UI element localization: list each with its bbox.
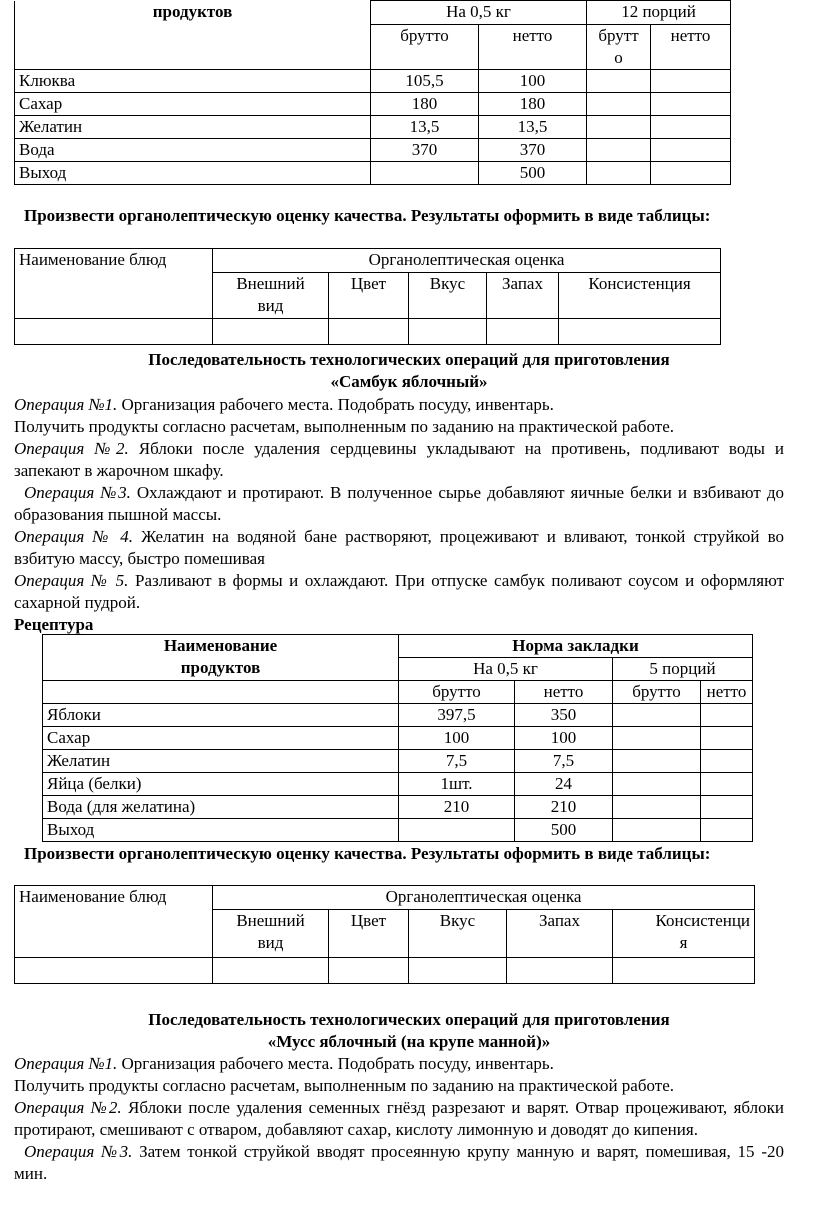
eval-cell <box>329 958 409 984</box>
row-brutto: 370 <box>371 139 479 162</box>
table-header-netto: нетто <box>479 25 587 70</box>
row-name: Желатин <box>15 116 371 139</box>
row-netto: 100 <box>479 70 587 93</box>
row-brutto: 100 <box>399 727 515 750</box>
brutto-line1: брутт <box>598 26 639 45</box>
section-title-mousse <box>14 1009 804 1053</box>
table-header-portions: 12 порций <box>587 1 731 25</box>
section-title-line2: «Мусс яблочный (на крупе манной)» <box>267 1032 551 1051</box>
eval-cell <box>559 319 721 345</box>
table-header-products: продуктов <box>15 1 371 70</box>
table-row <box>43 727 753 750</box>
table-header-norm: Норма закладки <box>399 635 753 658</box>
table-row <box>43 773 753 796</box>
row-empty <box>651 139 731 162</box>
table-header-brutto: брутто <box>371 25 479 70</box>
recipe-table-cranberry <box>14 0 731 185</box>
row-name: Яйца (белки) <box>43 773 399 796</box>
row-name: Желатин <box>43 750 399 773</box>
operation-label: Операция №1. <box>14 1054 118 1073</box>
operation-text: Затем тонкой струйкой вводят просеянную крупу манную и варят, помешивая, 15 -20 мин. <box>14 1142 784 1183</box>
table-row <box>15 70 731 93</box>
table-header-empty <box>43 681 399 704</box>
row-empty <box>701 727 753 750</box>
row-empty <box>701 704 753 727</box>
operations-sambuk <box>14 394 784 636</box>
eval-header-consistency: Консистенция <box>559 273 721 319</box>
row-empty <box>587 162 651 185</box>
row-brutto: 7,5 <box>399 750 515 773</box>
operation-text: Организация рабочего места. Подобрать посуду, инвентарь. <box>117 395 554 414</box>
row-netto: 350 <box>515 704 613 727</box>
operation-1 <box>14 394 784 416</box>
row-empty <box>651 70 731 93</box>
eval-header-color: Цвет <box>329 273 409 319</box>
eval-header-smell: Запах <box>507 910 613 958</box>
eval-header-group: Органолептическая оценка <box>213 249 721 273</box>
row-empty <box>701 773 753 796</box>
eval-cell <box>409 319 487 345</box>
eval-header-taste: Вкус <box>409 273 487 319</box>
eval-cell <box>15 319 213 345</box>
row-empty <box>613 704 701 727</box>
operation-label: Операция №2. <box>14 1098 122 1117</box>
table-row <box>43 819 753 842</box>
task-instruction: Произвести органолептическую оценку качества. Результаты оформить в виде таблицы: <box>24 844 711 863</box>
row-empty <box>613 773 701 796</box>
operation-text: Охлаждают и протирают. В полученное сырье добавляют яичные белки и взбивают до образования пышной массы. <box>14 483 784 524</box>
row-empty <box>587 139 651 162</box>
row-empty <box>613 727 701 750</box>
eval-cell <box>213 319 329 345</box>
row-empty <box>701 750 753 773</box>
row-empty <box>651 116 731 139</box>
row-brutto: 180 <box>371 93 479 116</box>
row-netto: 24 <box>515 773 613 796</box>
table-header-netto-portions: нетто <box>701 681 753 704</box>
row-brutto <box>371 162 479 185</box>
operation-1 <box>14 1053 784 1075</box>
eval-cell <box>613 958 755 984</box>
operation-label: Операция № 4. <box>14 527 133 546</box>
operation-label: Операция №2. <box>14 439 129 458</box>
row-netto: 100 <box>515 727 613 750</box>
eval-header-group: Органолептическая оценка <box>213 886 755 910</box>
section-title-line1: Последовательность технологических операций для приготовления <box>148 350 670 369</box>
recipe-label: Рецептура <box>14 615 94 634</box>
row-netto: 500 <box>479 162 587 185</box>
operation-text: Яблоки после удаления семенных гнёзд разрезают и варят. Отвар процеживают, яблоки протирают, смешивают с отваром, добавляют сахар, кислоту лимонную и доводят до кипения. <box>14 1098 784 1139</box>
operation-text: Разливают в формы и охлаждают. При отпуске самбук поливают соусом и оформляют сахарной пудрой. <box>14 571 784 612</box>
recipe-table-sambuk <box>42 634 753 842</box>
evaluation-table-1 <box>14 248 721 345</box>
table-row <box>15 116 731 139</box>
evaluation-table-2 <box>14 885 755 984</box>
table-header-brutto-portions: брутто <box>613 681 701 704</box>
row-netto: 7,5 <box>515 750 613 773</box>
eval-cell <box>487 319 559 345</box>
operation-4 <box>14 526 784 570</box>
table-header-brutto: брутто <box>399 681 515 704</box>
table-row <box>43 750 753 773</box>
row-brutto <box>399 819 515 842</box>
row-brutto: 13,5 <box>371 116 479 139</box>
table-header-brutto-portions <box>587 25 651 70</box>
operation-1b: Получить продукты согласно расчетам, выполненным по заданию на практической работе. <box>14 1076 674 1095</box>
table-row <box>15 93 731 116</box>
table-row <box>43 704 753 727</box>
row-netto: 13,5 <box>479 116 587 139</box>
operation-2 <box>14 1097 784 1141</box>
operation-1b: Получить продукты согласно расчетам, выполненным по заданию на практической работе. <box>14 417 674 436</box>
operation-label: Операция № 5. <box>14 571 129 590</box>
operation-text: Желатин на водяной бане растворяют, процеживают и вливают, тонкой струйкой во взбитую массу, быстро помешивая <box>14 527 784 568</box>
row-empty <box>651 162 731 185</box>
section-title-line1: Последовательность технологических операций для приготовления <box>148 1010 670 1029</box>
task-instruction: Произвести органолептическую оценку качества. Результаты оформить в виде таблицы: <box>24 206 711 225</box>
row-brutto: 105,5 <box>371 70 479 93</box>
row-name: Клюква <box>15 70 371 93</box>
appearance-line1: Внешний <box>236 274 305 293</box>
eval-cell <box>213 958 329 984</box>
eval-header-appearance <box>213 273 329 319</box>
row-name: Выход <box>15 162 371 185</box>
operation-2 <box>14 438 784 482</box>
row-empty <box>651 93 731 116</box>
eval-cell <box>15 958 213 984</box>
row-brutto: 397,5 <box>399 704 515 727</box>
table-header-portions: 5 порций <box>613 658 753 681</box>
eval-header-appearance <box>213 910 329 958</box>
section-title-sambuk <box>14 349 804 393</box>
appearance-line2: вид <box>257 296 284 315</box>
table-row <box>15 162 731 185</box>
operation-3 <box>14 1141 784 1185</box>
operation-label: Операция №3. <box>24 483 131 502</box>
eval-header-taste: Вкус <box>409 910 507 958</box>
operation-5 <box>14 570 784 614</box>
row-empty <box>587 116 651 139</box>
table-row <box>15 958 755 984</box>
appearance-line2: вид <box>257 933 284 952</box>
eval-cell <box>409 958 507 984</box>
operation-label: Операция №3. <box>24 1142 133 1161</box>
row-netto: 500 <box>515 819 613 842</box>
row-empty <box>701 819 753 842</box>
row-brutto: 1шт. <box>399 773 515 796</box>
eval-cell <box>329 319 409 345</box>
row-name: Вода <box>15 139 371 162</box>
eval-header-smell: Запах <box>487 273 559 319</box>
row-netto: 210 <box>515 796 613 819</box>
table-row <box>15 139 731 162</box>
row-empty <box>701 796 753 819</box>
row-name: Вода (для желатина) <box>43 796 399 819</box>
table-row <box>43 796 753 819</box>
row-netto: 370 <box>479 139 587 162</box>
eval-header-consistency <box>613 910 755 958</box>
section-title-line2: «Самбук яблочный» <box>330 372 488 391</box>
eval-header-color: Цвет <box>329 910 409 958</box>
header-name-line2: продуктов <box>180 658 261 677</box>
table-header-half-kg: На 0,5 кг <box>371 1 587 25</box>
row-empty <box>613 796 701 819</box>
row-empty <box>587 93 651 116</box>
table-row <box>15 319 721 345</box>
table-header-half-kg: На 0,5 кг <box>399 658 613 681</box>
operation-3 <box>14 482 784 526</box>
row-empty <box>613 750 701 773</box>
eval-header-dish: Наименование блюд <box>15 886 213 958</box>
row-name: Выход <box>43 819 399 842</box>
appearance-line1: Внешний <box>236 911 305 930</box>
row-name: Яблоки <box>43 704 399 727</box>
row-brutto: 210 <box>399 796 515 819</box>
header-name-line1: Наименование <box>163 636 278 655</box>
consistency-line1: Консистенци <box>655 911 751 930</box>
operation-text: Организация рабочего места. Подобрать посуду, инвентарь. <box>117 1054 554 1073</box>
row-empty <box>613 819 701 842</box>
eval-cell <box>507 958 613 984</box>
row-empty <box>587 70 651 93</box>
operation-label: Операция №1. <box>14 395 118 414</box>
row-name: Сахар <box>15 93 371 116</box>
table-header-netto: нетто <box>515 681 613 704</box>
row-netto: 180 <box>479 93 587 116</box>
operation-text: Яблоки после удаления сердцевины укладывают на противень, подливают воды и запекают в жарочном шкафу. <box>14 439 784 480</box>
brutto-line2: о <box>614 48 623 67</box>
table-header-netto-portions: нетто <box>651 25 731 70</box>
table-header-products <box>43 635 399 681</box>
consistency-line2: я <box>679 933 688 952</box>
eval-header-dish: Наименование блюд <box>15 249 213 319</box>
row-name: Сахар <box>43 727 399 750</box>
operations-mousse <box>14 1053 784 1185</box>
